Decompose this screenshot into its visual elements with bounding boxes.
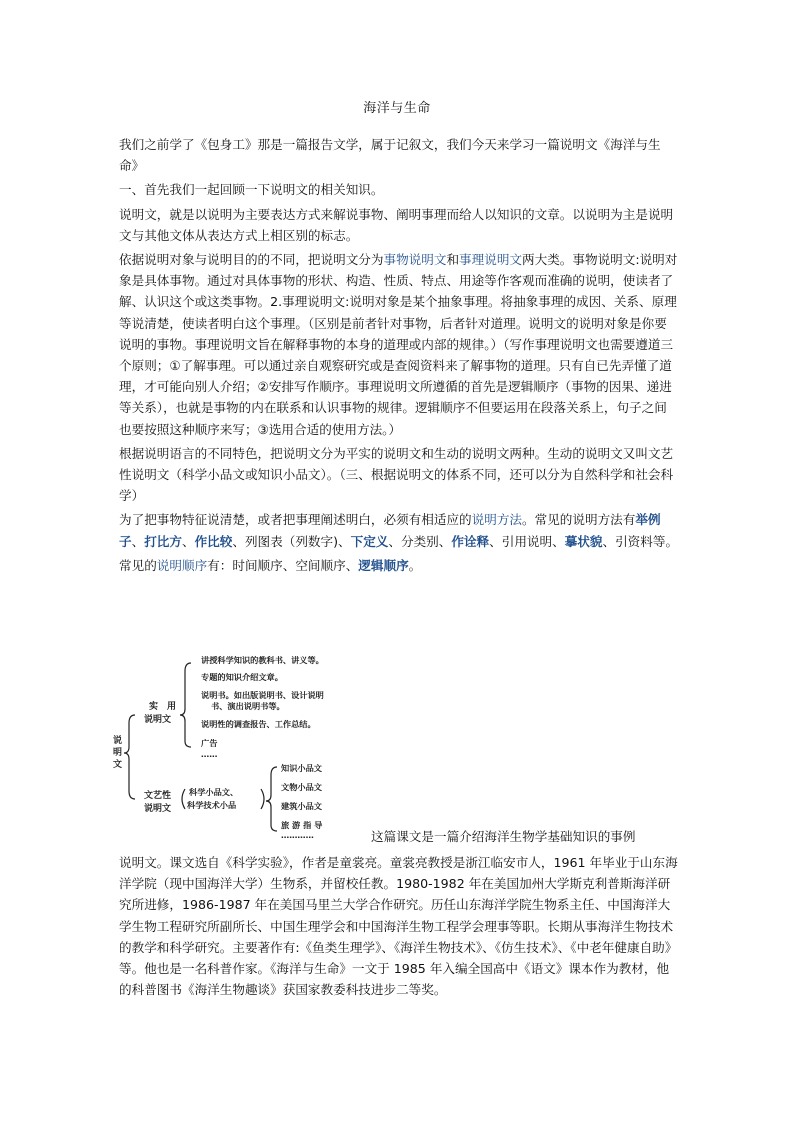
text: 。常见的说明方法有: [522, 512, 636, 528]
diagram-root-char: 文: [113, 760, 123, 770]
text: 常见的: [119, 557, 157, 573]
definition-paragraph: 说明文，就是以说明为主要表达方式来解说事物、阐明事理而给人以知识的文章。以说明为主是说明文与其他文体从表达方式上相区别的标志。: [119, 206, 674, 243]
practical-item: 说明性的调查报告、工作总结。: [201, 719, 316, 729]
diagram-root-char: 明: [113, 748, 123, 758]
literary-mid: 科学技术小品: [187, 800, 237, 810]
text: 、: [131, 533, 145, 549]
practical-label: 实 用: [149, 702, 177, 712]
practical-item: 说明书。如出版说明书、设计说明: [201, 690, 324, 700]
literary-item: 知识小品文: [281, 763, 322, 773]
order-paragraph: [119, 555, 679, 576]
section-heading: 一、首先我们一起回顾一下说明文的相关知识。: [119, 182, 384, 198]
method-term: 举例子: [119, 512, 661, 549]
highlight-term: 说明方法: [471, 512, 522, 528]
intro-paragraph: 我们之前学了《包身工》那是一篇报告文学，属于记叙文，我们今天来学习一篇说明文《海洋与生命》: [119, 137, 661, 174]
highlight-term: 说明顺序: [156, 557, 208, 573]
diagram-root-char: 说: [113, 736, 123, 746]
literary-brace: [266, 767, 277, 831]
practical-item: 书、演出说明书等。: [211, 701, 285, 711]
document-title: 海洋与生命: [363, 101, 431, 116]
author-content: [119, 852, 679, 1000]
classification-diagram: [111, 651, 379, 839]
method-term: 摹状貌: [564, 533, 603, 549]
lesson-intro-text: 这篇课文是一篇介绍海洋生物学基础知识的事例: [371, 829, 636, 844]
text: 。: [408, 557, 422, 573]
text: 、列图表（列数字)、: [232, 533, 351, 549]
text: 为了把事物特征说清楚，或者把事理阐述明白，必须有相适应的: [119, 512, 472, 528]
author-paragraph: 说明文。课文选自《科学实验》，作者是童裳亮。童裳亮教授是浙江临安市人，1961 年毕业于山东海洋学院（现中国海洋大学）生物系，并留校任教。1980-1982 年在美国加州大学斯克利普斯海洋研究所进修，1986-1987 年在美国马里兰大学合作研究。历任山东海洋学院生物系主任、中国海洋大学生物工程研究所副所长、中国生理学会和中国海洋生物工程学会理事等职。长期从事海洋生物技术的教学和科学研究。主要著作有:《鱼类生理学》、《海洋生物技术》、《仿生技术》、《中老年健康自助》等。他也是一名科普作家。《海洋与生命》一文于 1985 年入编全国高中《语文》课本作为教材，他的科普图书《海洋生物趣谈》获国家教委科技进步二等奖。: [119, 855, 678, 998]
highlight-term: 事物说明文: [383, 252, 447, 268]
literary-item: 旅 游 指 导: [281, 820, 323, 830]
practical-item: 讲授科学知识的教科书、讲义等。: [201, 655, 324, 665]
method-paragraph: [119, 509, 679, 551]
method-term: 下定义: [350, 533, 389, 549]
object-paragraph: [119, 249, 679, 440]
literary-item: …………: [281, 830, 314, 839]
main-brace: [124, 715, 135, 799]
text: 、引用说明、: [489, 533, 565, 549]
literary-mid-paren: [261, 789, 264, 809]
literary-mid-paren: [182, 789, 185, 809]
literary-mid: 科学小品文、: [189, 787, 239, 797]
literary-label: 说明文: [144, 804, 172, 814]
text: 有：时间顺序、空间顺序、: [207, 557, 359, 573]
text: 依据说明对象与说明目的的不同，把说明文分为: [119, 252, 384, 268]
literary-item: 文物小品文: [281, 782, 322, 792]
text: 和: [446, 252, 460, 268]
method-term: 作比较: [194, 533, 233, 549]
practical-item: 专题的知识介绍文章。: [201, 672, 283, 682]
main-content: [119, 134, 679, 579]
language-paragraph: 根据说明语言的不同特色，把说明文分为平实的说明文和生动的说明文两种。生动的说明文又叫文艺性说明文（科学小品文或知识小品文）。（三、根据说明文的体系不同，还可以分为自然科学和社会科学）: [119, 445, 674, 504]
literary-label: 文艺性: [144, 791, 172, 801]
method-term: 作诠释: [451, 533, 490, 549]
text: 、引资料等。: [602, 533, 679, 549]
practical-brace: [180, 663, 191, 747]
highlight-term: 事理说明文: [459, 252, 522, 268]
highlight-term: 逻辑顺序: [358, 557, 409, 573]
method-term: 打比方: [144, 533, 182, 549]
practical-label: 说明文: [144, 715, 172, 725]
literary-item: 建筑小品文: [281, 801, 322, 811]
text: 两大类。事物说明文:说明对象是具体事物。通过对具体事物的形状、构造、性质、特点、用途等作客观而准确的说明，使读者了解、认识这个或这类事物。2.事理说明文:说明对象是某个抽象事理。将抽象事理的成因、关系、原理等说清楚，使读者明白这个事理。（区别是前者针对事物，后者针对道理。说明文的说明对象是你要说明的事物。事理说明文旨在解释事物的本身的道理或内部的规律。）（写作事理说明文也需要遵道三个原则；①了解事理。可以通过亲自观察研究或是查阅资料来了解事物的道理。只有自已先弄懂了道理，才可能向别人介绍；②安排写作顺序。事理说明文所遵循的首先是逻辑顺序（事物的因果、递进等关系），也就是事物的内在联系和认识事物的规律。逻辑顺序不但要运用在段落关系上，句子之间也要按照这种顺序来写；③选用合适的使用方法。）: [119, 252, 678, 437]
practical-item: 广告: [201, 738, 218, 748]
text: 、分类别、: [388, 533, 452, 549]
practical-item: ……: [201, 749, 218, 759]
text: 、: [181, 533, 195, 549]
